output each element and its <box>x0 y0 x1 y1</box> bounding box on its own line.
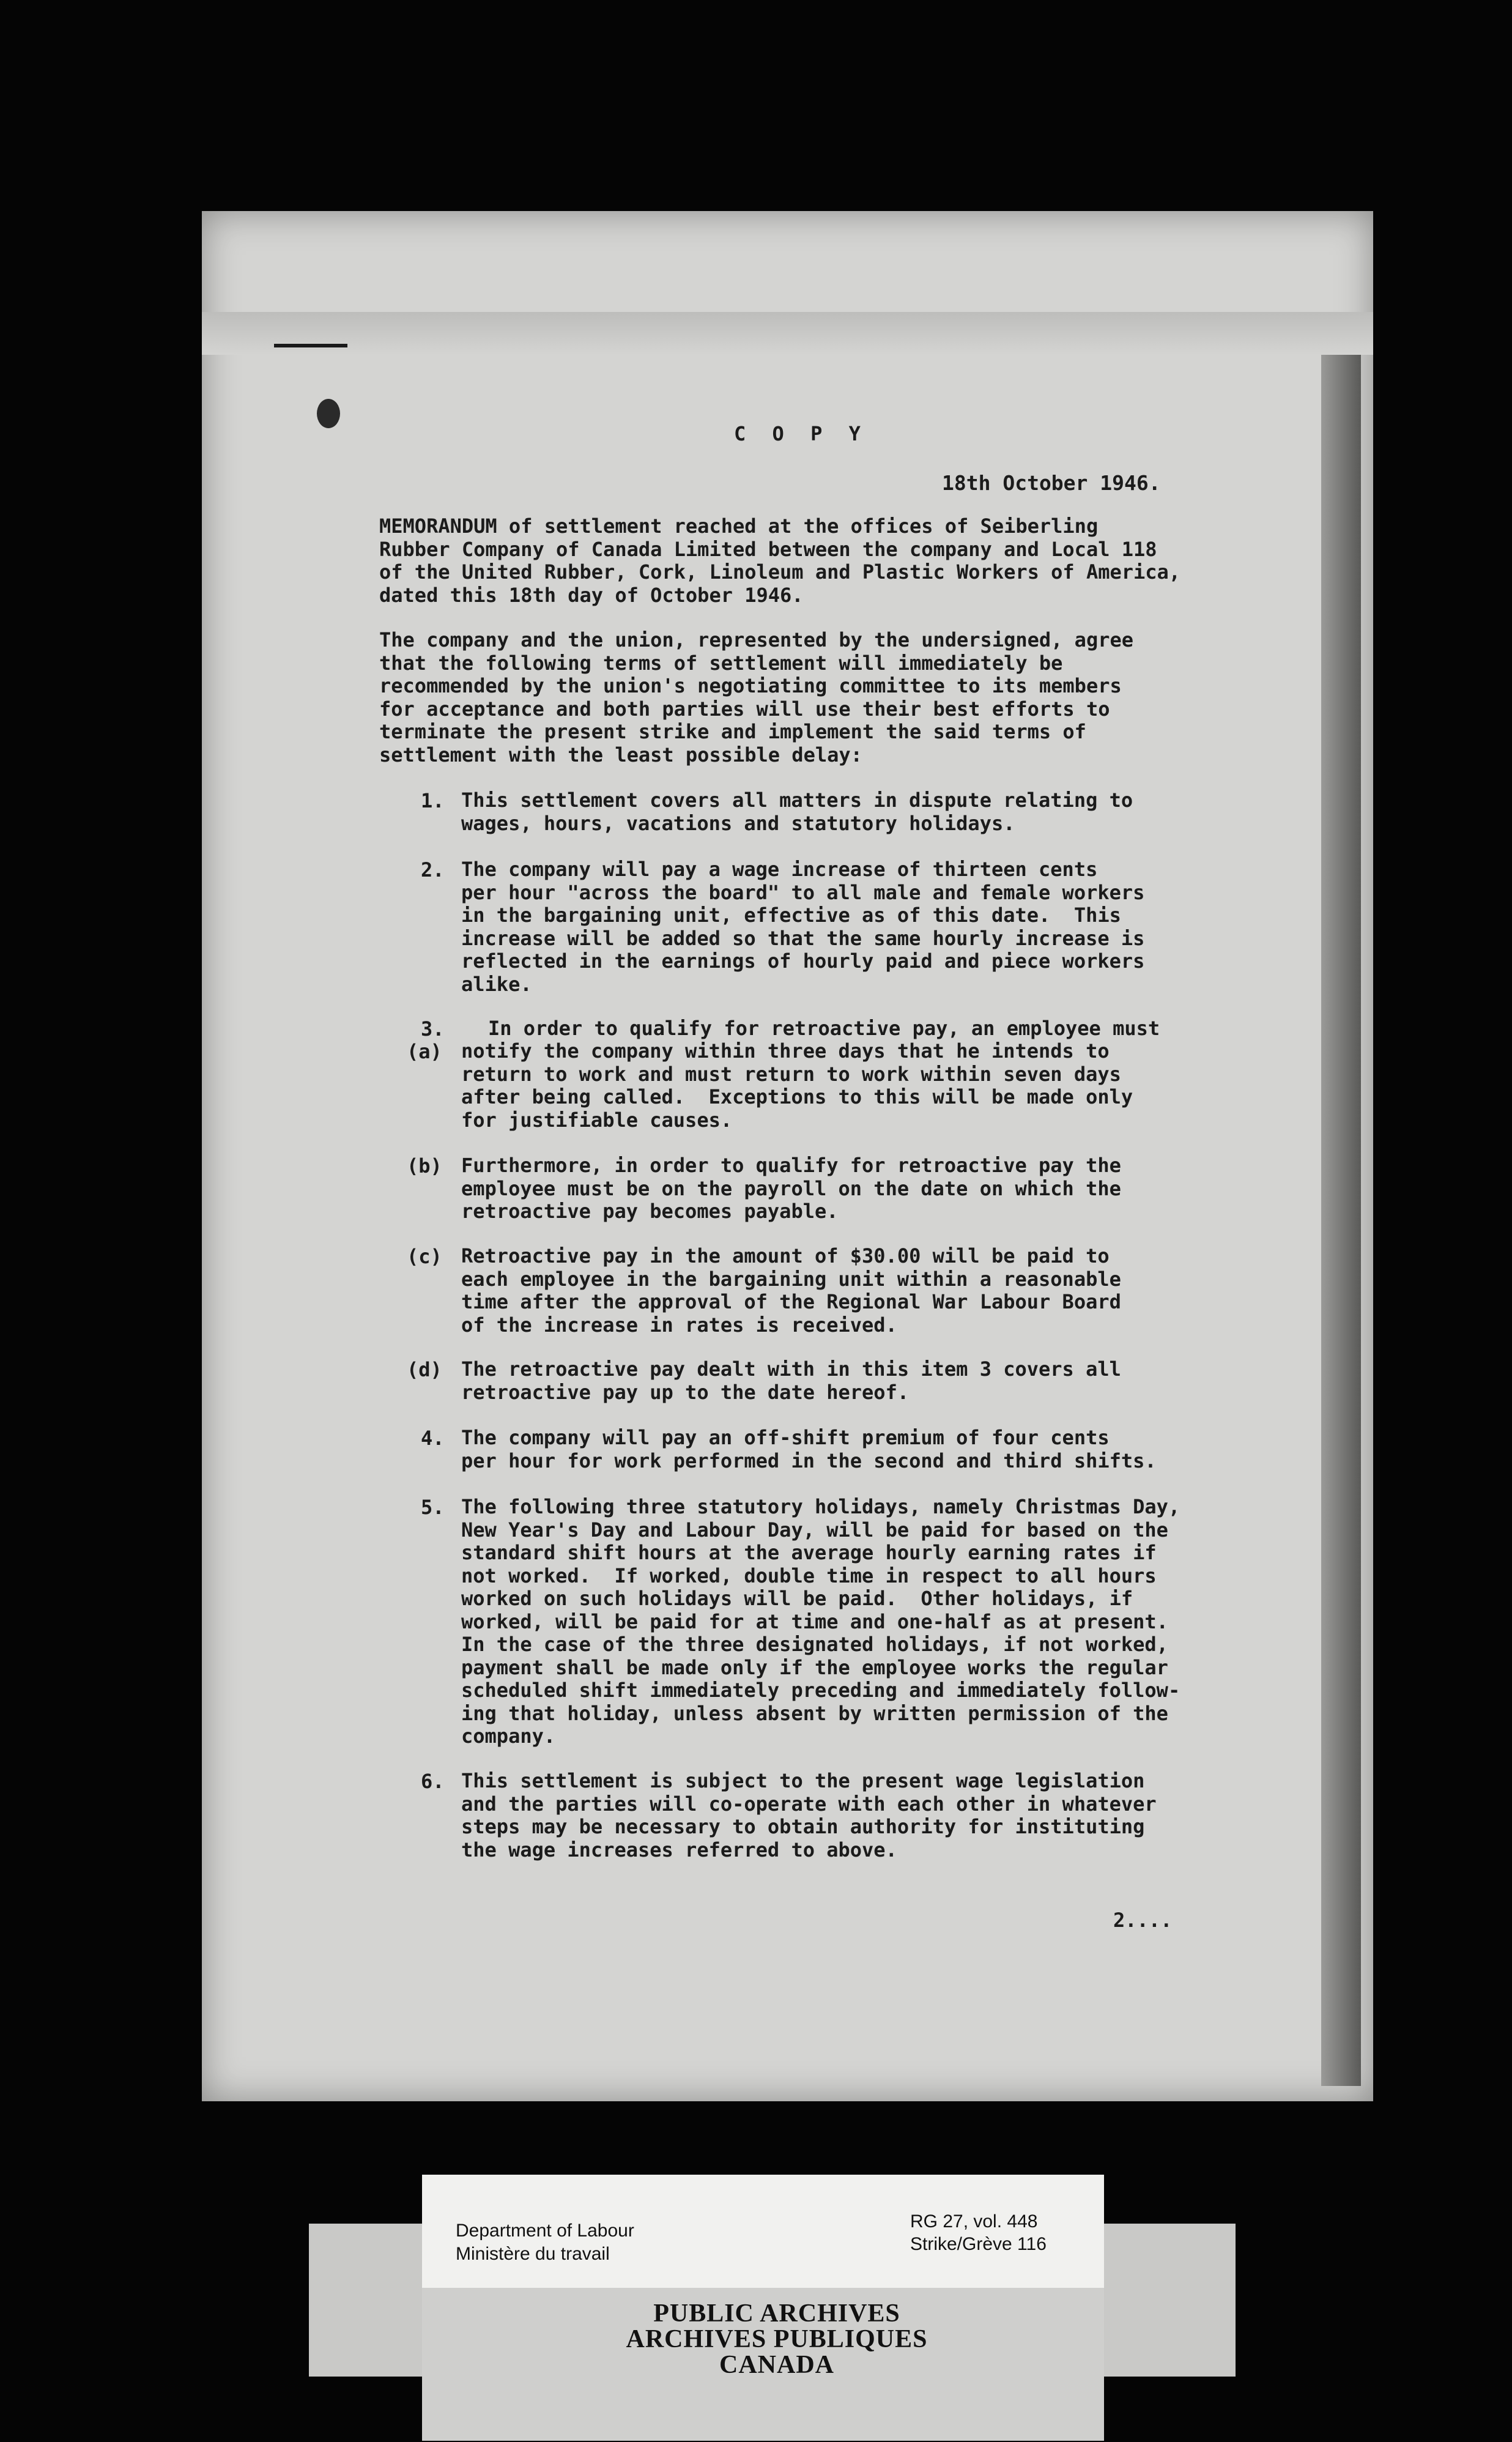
item-line: per hour for work performed in the second and third shifts. <box>461 1449 1157 1472</box>
intro-line: Rubber Company of Canada Limited between the company and Local 118 <box>379 537 1157 561</box>
item-line: The company will pay an off-shift premium of four cents <box>461 1426 1110 1449</box>
agreement-line: for acceptance and both parties will use their best efforts to <box>379 697 1110 721</box>
item-line: after being called. Exceptions to this will be made only <box>461 1085 1133 1108</box>
item-line: payment shall be made only if the employee works the regular <box>461 1655 1168 1679</box>
item-number: (c) <box>407 1245 442 1268</box>
item-number: 2. <box>421 858 445 881</box>
archive-name-french: ARCHIVES PUBLIQUES <box>626 2325 928 2353</box>
page-fold-band <box>202 312 1373 355</box>
item-number: (b) <box>407 1154 442 1178</box>
item-line: retroactive pay becomes payable. <box>461 1200 839 1223</box>
item-line: of the increase in rates is received. <box>461 1313 897 1337</box>
item-number: 3. <box>421 1017 445 1041</box>
page-edge-shadow <box>1321 355 1361 2086</box>
agreement-line: that the following terms of settlement will immediately be <box>379 651 1063 675</box>
document-date: 18th October 1946. <box>942 471 1161 495</box>
item-4-text <box>461 1427 1157 1472</box>
copy-heading: C O P Y <box>734 422 868 445</box>
item-3a-text <box>461 1040 1133 1132</box>
item-line: steps may be necessary to obtain authority for instituting <box>461 1815 1145 1838</box>
item-line: employee must be on the payroll on the date on which the <box>461 1176 1121 1200</box>
item-3d-text <box>461 1358 1121 1404</box>
item-line: per hour "across the board" to all male and female workers <box>461 880 1145 904</box>
item-line: and the parties will co-operate with each other in whatever <box>461 1792 1157 1816</box>
item-6-text <box>461 1770 1157 1861</box>
punch-hole <box>317 399 340 428</box>
intro-line: of the United Rubber, Cork, Linoleum and Plastic Workers of America, <box>379 560 1181 584</box>
item-3b-text <box>461 1154 1121 1223</box>
agreement-line: The company and the union, represented by the undersigned, agree <box>379 628 1133 651</box>
item-2-text <box>461 858 1144 996</box>
item-number: (a) <box>407 1040 442 1063</box>
item-line: alike. <box>461 972 532 996</box>
page-continuation: 2.... <box>1113 1909 1173 1932</box>
item-number: 4. <box>421 1427 445 1450</box>
item-line: ing that holiday, unless absent by written permission of the <box>461 1701 1168 1725</box>
item-line: In order to qualify for retroactive pay, an employee must <box>488 1017 1160 1040</box>
agreement-line: terminate the present strike and implement the said terms of <box>379 720 1086 743</box>
item-5-text <box>461 1496 1180 1748</box>
archive-country: CANADA <box>719 2351 834 2379</box>
agreement-paragraph <box>379 629 1315 766</box>
item-line: The company will pay a wage increase of thirteen cents <box>461 858 1098 881</box>
intro-line: MEMORANDUM of settlement reached at the offices of Seiberling <box>379 514 1099 538</box>
record-group-volume: RG 27, vol. 448 <box>910 2211 1038 2232</box>
item-line: in the bargaining unit, effective as of this date. This <box>461 904 1121 927</box>
margin-mark <box>274 344 347 347</box>
item-1-text <box>461 789 1133 835</box>
memorandum-intro <box>379 515 1315 607</box>
item-line: wages, hours, vacations and statutory holidays. <box>461 811 1015 835</box>
item-line: scheduled shift immediately preceding and immediately follow- <box>461 1679 1180 1702</box>
item-line: company. <box>461 1724 556 1748</box>
item-line: In the case of the three designated holidays, if not worked, <box>461 1633 1168 1656</box>
item-line: time after the approval of the Regional War Labour Board <box>461 1290 1121 1313</box>
item-line: each employee in the bargaining unit within a reasonable <box>461 1267 1121 1291</box>
department-english: Department of Labour <box>456 2221 634 2241</box>
item-number: 5. <box>421 1496 445 1519</box>
item-line: New Year's Day and Labour Day, will be paid for based on the <box>461 1518 1168 1542</box>
agreement-line: settlement with the least possible delay: <box>379 743 862 766</box>
item-line: the wage increases referred to above. <box>461 1838 897 1861</box>
item-line: retroactive pay up to the date hereof. <box>461 1380 910 1404</box>
strike-number: Strike/Grève 116 <box>910 2234 1047 2254</box>
item-line: for justifiable causes. <box>461 1108 733 1132</box>
item-line: This settlement is subject to the present wage legislation <box>461 1769 1145 1792</box>
item-line: return to work and must return to work within seven days <box>461 1062 1121 1086</box>
item-number: (d) <box>407 1358 442 1381</box>
item-line: standard shift hours at the average hourly earning rates if <box>461 1541 1157 1564</box>
item-3c-text <box>461 1245 1121 1337</box>
department-french: Ministère du travail <box>456 2244 610 2264</box>
item-line: notify the company within three days that he intends to <box>461 1039 1110 1063</box>
item-line: This settlement covers all matters in dispute relating to <box>461 789 1133 812</box>
item-line: not worked. If worked, double time in respect to all hours <box>461 1564 1157 1587</box>
item-line: increase will be added so that the same hourly increase is <box>461 926 1145 950</box>
item-number: 6. <box>421 1770 445 1793</box>
item-line: Retroactive pay in the amount of $30.00 will be paid to <box>461 1244 1110 1267</box>
item-line: The following three statutory holidays, namely Christmas Day, <box>461 1495 1180 1518</box>
item-line: worked, will be paid for at time and one-half as at present. <box>461 1609 1168 1633</box>
item-number: 1. <box>421 789 445 812</box>
intro-line: dated this 18th day of October 1946. <box>379 583 804 607</box>
item-3-text <box>488 1017 1160 1041</box>
agreement-line: recommended by the union's negotiating committee to its members <box>379 674 1122 697</box>
item-line: worked on such holidays will be paid. Other holidays, if <box>461 1587 1133 1610</box>
item-line: reflected in the earnings of hourly paid and piece workers <box>461 949 1145 973</box>
item-line: The retroactive pay dealt with in this item 3 covers all <box>461 1357 1121 1381</box>
item-line: Furthermore, in order to qualify for retroactive pay the <box>461 1154 1121 1177</box>
archive-name-english: PUBLIC ARCHIVES <box>653 2299 900 2328</box>
